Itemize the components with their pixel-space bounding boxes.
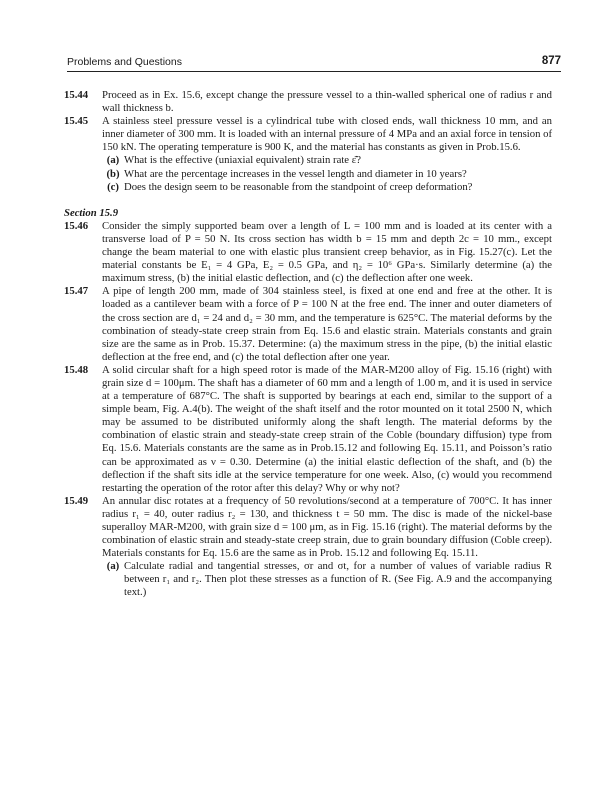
problem-number: 15.48 bbox=[64, 363, 89, 376]
part-label: (b) bbox=[106, 167, 120, 180]
problem-text: A stainless steel pressure vessel is a cylindrical tube with closed ends, wall thickness 10 mm, and an inner diameter of 300 mm. It is loaded with an internal pressure of 4 MPa and an axial force in tension of 150 kN. The operating temperature is 900 K, and the material has constants as given in Prob.15.6. bbox=[102, 115, 552, 154]
page-number: 877 bbox=[541, 55, 561, 67]
part-label: (a) bbox=[106, 560, 120, 573]
problem-15-45-part-a bbox=[102, 154, 552, 167]
problem-text: Proceed as in Ex. 15.6, except change the pressure vessel to a thin-walled spherical one of radius r and wall thickness b. bbox=[102, 89, 552, 115]
problem-15-47 bbox=[64, 285, 552, 364]
problem-15-46 bbox=[64, 220, 552, 285]
part-text: What is the effective (uniaxial equivalent) strain rate ε̇̄? bbox=[124, 154, 361, 167]
problem-15-44 bbox=[64, 89, 552, 115]
problem-15-45-part-b bbox=[102, 168, 552, 181]
part-text: Does the design seem to be reasonable from the standpoint of creep deformation? bbox=[124, 180, 473, 193]
problem-text: Consider the simply supported beam over a length of L = 100 mm and is loaded at its center with a transverse load of P = 50 N. Its cross section has width b = 15 mm and depth 2c = 10 mm., except change the beam material to one with elastic plus transient creep behavior, as in Fig. 15.27(c). Let the material constants be E₁ = 4 GPa, E₂ = 0.5 GPa, and η₂ = 10⁶ GPa·s. Similarly determine (a) the maximum stress, (b) the initial elastic deflection, and (c) the deflection after one week. bbox=[102, 219, 552, 285]
section-heading: Section 15.9 bbox=[64, 206, 119, 219]
problem-15-45-part-c bbox=[102, 181, 552, 194]
problem-text: A pipe of length 200 mm, made of 304 stainless steel, is fixed at one end and free at the other. It is loaded as a cantilever beam with a force of P = 100 N at the free end. The inner and outer diameters of the cross section are d₁ = 24 and d₂ = 30 mm, and the temperature is 625°C. The material deforms by the combination of steady-state creep strain from Eq. 15.6 and elastic strain. Materials constants and grain size are the same as in Prob. 15.37. Determine: (a) the maximum stress in the pipe, (b) the initial elastic deflection at the free end, and (c) the total deflection after one year. bbox=[102, 285, 552, 363]
part-label: (a) bbox=[106, 154, 120, 167]
chapter-header-title: Problems and Questions bbox=[67, 56, 182, 68]
problem-number: 15.46 bbox=[64, 219, 89, 232]
part-text: Calculate radial and tangential stresses, σr and σt, for a number of values of variable radius R between r₁ and r₂. Then plot these stresses as a function of R. (See Fig. A.9 and the accompanying text.) bbox=[124, 560, 552, 599]
running-header bbox=[67, 55, 561, 72]
problem-text: A solid circular shaft for a high speed rotor is made of the MAR-M200 alloy of Fig. 15.16 (right) with grain size d = 100μm. The shaft has a diameter of 60 mm and a length of 1.00 m, and it is used in service at a temperature of 687°C. The shaft is supported by bearings at each end, similar to the support of a simple beam, Fig. A.4(b). The weight of the shaft itself and the rotor mounted on it total 2500 N, which may be assumed to be distributed uniformly along the shaft length. The material deforms by the combination of elastic strain and steady-state creep strain of the Coble (boundary diffusion) type from Eq. 15.6. Materials constants are the same as in Prob.15.12 and following Eq. 15.11, and Poisson’s ratio can be approximated as ν = 0.30. Determine (a) the initial elastic deflection of the shaft, and (b) the deflection if the shaft sits idle at the service temperature for one week. Also, (c) would you recommend restarting the operation of the rotor after this delay? Why or why not? bbox=[102, 363, 552, 494]
part-text: What are the percentage increases in the vessel length and diameter in 10 years? bbox=[124, 167, 467, 180]
problem-number: 15.44 bbox=[64, 89, 89, 101]
problem-number: 15.49 bbox=[64, 494, 89, 507]
problem-15-49-part-a bbox=[102, 560, 552, 599]
problem-15-48 bbox=[64, 364, 552, 495]
problem-15-49 bbox=[64, 495, 552, 560]
part-label: (c) bbox=[107, 180, 119, 193]
problem-15-45 bbox=[64, 115, 552, 154]
problem-number: 15.45 bbox=[64, 115, 89, 128]
problem-number: 15.47 bbox=[64, 285, 89, 298]
problems-body bbox=[64, 89, 552, 600]
problem-text: An annular disc rotates at a frequency of 50 revolutions/second at a temperature of 700°C. It has inner radius r₁ = 40, outer radius r₂ = 130, and thickness t = 50 mm. The disc is made of the nickel-base superalloy MAR-M200, with grain size d = 100 μm, as in Fig. 15.16 (right). The material deforms by the combination of elastic strain and steady-state creep strain, due to grain boundary diffusion (Coble creep). Materials constants for Eq. 15.6 are the same as in Prob. 15.12 and following Eq. 15.11. bbox=[102, 494, 552, 560]
